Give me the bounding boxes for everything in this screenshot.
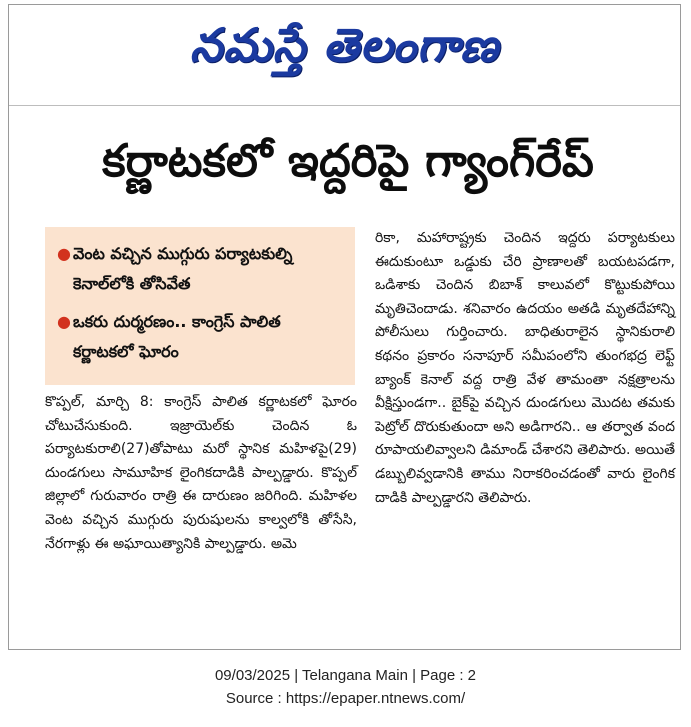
highlight-text: ఒకరు దుర్మరణం.. కాంగ్రెస్ పాలిత కర్ణాటకలో ఘోరం — [73, 312, 281, 361]
masthead-logo: నమస్తే తెలంగాణ — [189, 18, 500, 72]
article-headline: కర్ణాటకలో ఇద్దరిపై గ్యాంగ్‌రేప్ — [102, 134, 594, 187]
newspaper-clipping — [8, 4, 681, 650]
article-column-left — [45, 391, 357, 556]
edition-info: 09/03/2025 | Telangana Main | Page : 2 — [214, 667, 477, 684]
article-column-right — [375, 227, 675, 510]
article-body-right: రికా, మహారాష్ట్రకు చెందిన ఇద్దరు పర్యాటకులు ఈదుకుంటూ ఒడ్డుకు చేరి ప్రాణాలతో బయటపడగా, ఒడిశాకు చెందిన బిబాశ్ కాలువలో కొట్టుకుపోయి మృతిచెందాడు. శనివారం ఉదయం అతడి మృతదేహాన్ని పోలీసులు గుర్తించారు. బాధితురాలైన స్థానికురాలి కథనం ప్రకారం సనాపూర్ సమీపంలోని తుంగభద్ర లెఫ్ట్ బ్యాంక్ కెనాల్ వద్ద రాత్రి వేళ తామంతా నక్షత్రాలను వీక్షిస్తుండగా.. బైక్‌పై వచ్చిన దుండగులు మొదట తమకు పెట్రోల్ దొరుకుతుందా అని అడిగారని.. ఆ తర్వాత వంద రూపాయలివ్వాలని డిమాండ్ చేశారని తెలిపారు. అయితే డబ్బులివ్వడానికి తాము నిరాకరించడంతో వారు లైంగిక దాడికి పాల్పడ్డారని తెలిపారు. — [375, 230, 675, 506]
bullet-icon: ● — [57, 244, 71, 263]
highlights-box — [45, 227, 355, 385]
source-link: Source : https://epaper.ntnews.com/ — [225, 690, 466, 707]
article-body-left: కొప్పల్, మార్చి 8: కాంగ్రెస్ పాలిత కర్ణాటకలో ఘోరం చోటుచేసుకుంది. ఇజ్రాయెల్‌కు చెందిన ఓ పర్యాటకురాలి(27)తోపాటు మరో స్థానిక మహిళపై(29) దుండగులు సామూహిక లైంగికదాడికి పాల్పడ్డారు. కొప్పల్ జిల్లాలో గురువారం రాత్రి ఈ దారుణం జరిగింది. మహిళల వెంట వచ్చిన ముగ్గురు పురుషులను కాల్వలోకి తోసేసి, నేరగాళ్లు ఈ అఘాయిత్యానికి పాల్పడ్డారు. అమె — [45, 394, 357, 552]
highlight-text: వెంట వచ్చిన ముగ్గురు పర్యాటకుల్ని కెనాల్‌లోకి తోసివేత — [73, 244, 293, 293]
highlight-item — [57, 307, 345, 367]
masthead-divider — [9, 105, 680, 106]
highlight-item — [57, 239, 345, 299]
masthead — [9, 5, 680, 97]
bullet-icon: ● — [57, 312, 71, 331]
